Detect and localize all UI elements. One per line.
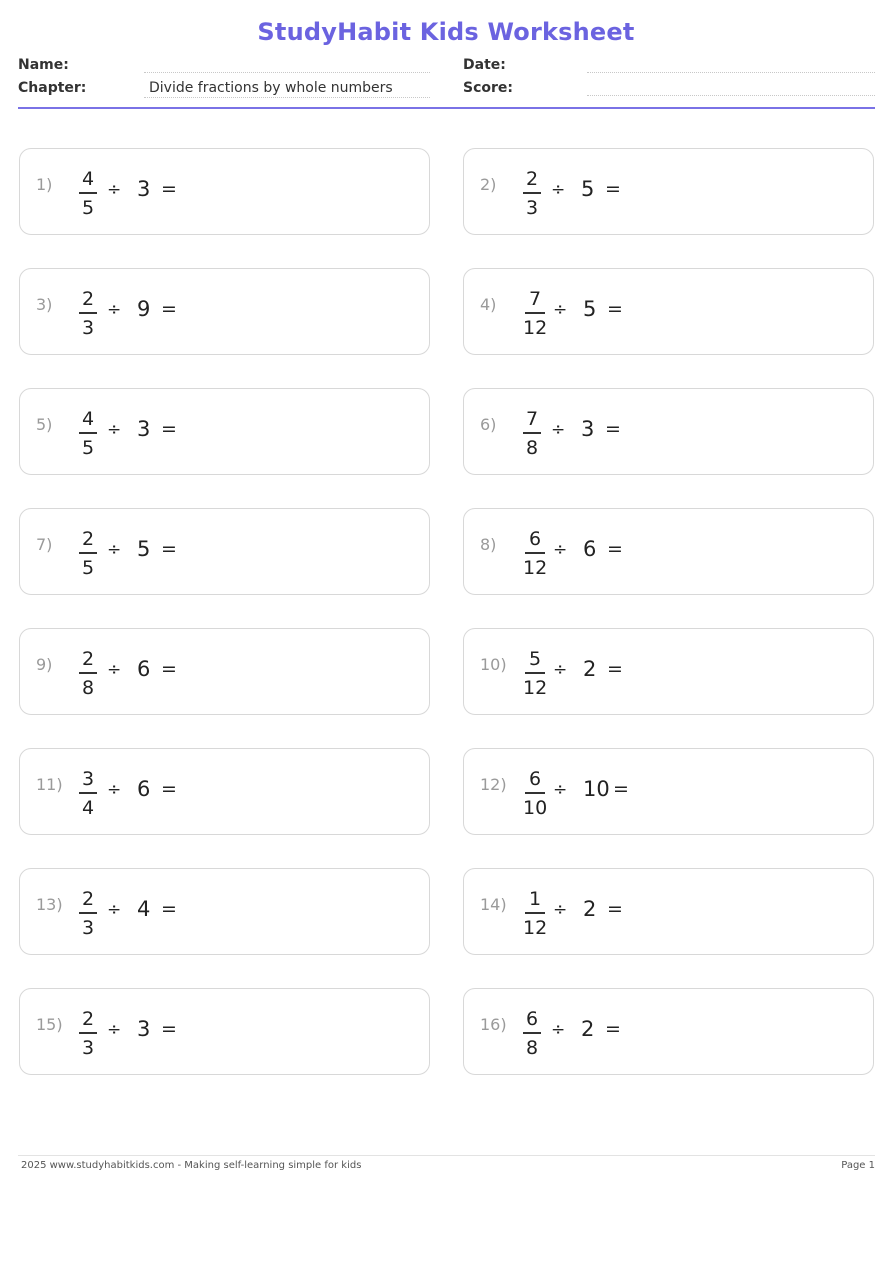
equals-sign: = [605, 178, 621, 200]
problem-card[interactable] [463, 148, 874, 235]
equals-sign: = [607, 658, 623, 680]
chapter-label: Chapter: [18, 80, 87, 96]
fraction [523, 647, 547, 700]
divide-sign: ÷ [551, 1020, 566, 1040]
answer-space[interactable] [187, 649, 387, 695]
divide-sign: ÷ [553, 540, 568, 560]
divisor: 5 [581, 177, 595, 201]
answer-space[interactable] [633, 889, 833, 935]
denominator: 5 [81, 556, 95, 579]
equals-sign: = [161, 778, 177, 800]
divide-sign: ÷ [107, 780, 122, 800]
divisor: 5 [137, 537, 151, 561]
divisor: 3 [581, 417, 595, 441]
numerator: 2 [81, 888, 95, 910]
denominator: 8 [81, 676, 95, 699]
answer-space[interactable] [187, 1009, 387, 1055]
header-divider [18, 107, 875, 109]
date-label: Date: [463, 57, 506, 73]
denominator: 4 [81, 796, 95, 819]
equals-sign: = [161, 298, 177, 320]
fraction-bar [523, 432, 541, 434]
denominator: 12 [523, 316, 548, 339]
divide-sign: ÷ [551, 420, 566, 440]
fraction [77, 287, 99, 340]
fraction [77, 167, 99, 220]
fraction [77, 767, 99, 820]
problem-card[interactable] [463, 388, 874, 475]
name-label: Name: [18, 57, 69, 73]
problem-card[interactable] [19, 628, 430, 715]
denominator: 3 [81, 1036, 95, 1059]
problem-number: 3) [36, 295, 53, 314]
answer-space[interactable] [187, 889, 387, 935]
divisor: 4 [137, 897, 151, 921]
numerator: 4 [81, 408, 95, 430]
fraction-bar [525, 312, 545, 314]
answer-space[interactable] [187, 529, 387, 575]
divide-sign: ÷ [553, 780, 568, 800]
answer-space[interactable] [631, 169, 831, 215]
denominator: 10 [523, 796, 548, 819]
denominator: 3 [81, 316, 95, 339]
fraction-bar [79, 672, 97, 674]
denominator: 3 [81, 916, 95, 939]
score-label: Score: [463, 80, 513, 96]
numerator: 6 [525, 1008, 539, 1030]
divisor: 6 [137, 777, 151, 801]
divide-sign: ÷ [553, 300, 568, 320]
fraction-bar [79, 912, 97, 914]
problem-card[interactable] [463, 988, 874, 1075]
problem-number: 11) [36, 775, 63, 794]
fraction-bar [79, 1032, 97, 1034]
chapter-field-line [144, 97, 430, 98]
fraction-bar [79, 192, 97, 194]
problem-card[interactable] [463, 508, 874, 595]
problem-card[interactable] [19, 508, 430, 595]
divide-sign: ÷ [107, 180, 122, 200]
divide-sign: ÷ [107, 300, 122, 320]
problem-number: 10) [480, 655, 507, 674]
fraction [77, 1007, 99, 1060]
numerator: 4 [81, 168, 95, 190]
divisor: 10 [583, 777, 610, 801]
numerator: 1 [528, 888, 542, 910]
fraction [523, 287, 547, 340]
answer-space[interactable] [631, 409, 831, 455]
numerator: 2 [81, 288, 95, 310]
problem-number: 15) [36, 1015, 63, 1034]
fraction [77, 527, 99, 580]
numerator: 2 [81, 1008, 95, 1030]
denominator: 5 [81, 196, 95, 219]
date-field[interactable] [587, 72, 875, 73]
answer-space[interactable] [187, 769, 387, 815]
answer-space[interactable] [633, 769, 833, 815]
answer-space[interactable] [187, 169, 387, 215]
denominator: 12 [523, 676, 548, 699]
problem-number: 9) [36, 655, 53, 674]
problem-number: 14) [480, 895, 507, 914]
numerator: 7 [525, 408, 539, 430]
problem-card[interactable] [19, 388, 430, 475]
fraction-bar [79, 432, 97, 434]
fraction-bar [523, 1032, 541, 1034]
problem-number: 13) [36, 895, 63, 914]
divisor: 3 [137, 1017, 151, 1041]
fraction-bar [525, 792, 545, 794]
problem-number: 2) [480, 175, 497, 194]
divisor: 9 [137, 297, 151, 321]
answer-space[interactable] [631, 1009, 831, 1055]
numerator: 2 [525, 168, 539, 190]
fraction [77, 887, 99, 940]
equals-sign: = [161, 898, 177, 920]
fraction [523, 887, 547, 940]
problem-card[interactable] [19, 748, 430, 835]
divisor: 6 [137, 657, 151, 681]
divide-sign: ÷ [107, 900, 122, 920]
fraction-bar [525, 912, 545, 914]
fraction [523, 527, 547, 580]
equals-sign: = [161, 1018, 177, 1040]
problem-number: 1) [36, 175, 53, 194]
numerator: 5 [528, 648, 542, 670]
problem-card[interactable] [19, 868, 430, 955]
fraction-bar [79, 792, 97, 794]
name-field[interactable] [144, 72, 430, 73]
worksheet-title: StudyHabit Kids Worksheet [257, 18, 635, 46]
problem-card[interactable] [19, 988, 430, 1075]
divisor: 3 [137, 177, 151, 201]
denominator: 12 [523, 556, 548, 579]
divisor: 5 [583, 297, 597, 321]
problem-card[interactable] [463, 628, 874, 715]
fraction-bar [525, 552, 545, 554]
divide-sign: ÷ [551, 180, 566, 200]
score-field[interactable] [587, 95, 875, 96]
footer-divider [18, 1155, 875, 1156]
answer-space[interactable] [187, 289, 387, 335]
fraction [77, 407, 99, 460]
numerator: 3 [81, 768, 95, 790]
numerator: 6 [528, 768, 542, 790]
numerator: 2 [81, 648, 95, 670]
fraction [521, 407, 543, 460]
fraction [77, 647, 99, 700]
equals-sign: = [161, 178, 177, 200]
fraction-bar [525, 672, 545, 674]
footer-credit: 2025 www.studyhabitkids.com - Making self-learning simple for kids [21, 1160, 362, 1171]
divisor: 2 [583, 897, 597, 921]
divide-sign: ÷ [107, 660, 122, 680]
fraction-bar [79, 312, 97, 314]
equals-sign: = [161, 418, 177, 440]
denominator: 8 [525, 1036, 539, 1059]
fraction [521, 1007, 543, 1060]
fraction [521, 167, 543, 220]
divisor: 2 [583, 657, 597, 681]
divisor: 2 [581, 1017, 595, 1041]
equals-sign: = [605, 1018, 621, 1040]
denominator: 8 [525, 436, 539, 459]
divide-sign: ÷ [107, 1020, 122, 1040]
fraction [523, 767, 547, 820]
page-number: Page 1 [841, 1160, 875, 1171]
problem-card[interactable] [463, 748, 874, 835]
divisor: 3 [137, 417, 151, 441]
denominator: 12 [523, 916, 548, 939]
answer-space[interactable] [633, 649, 833, 695]
problem-number: 6) [480, 415, 497, 434]
numerator: 7 [528, 288, 542, 310]
answer-space[interactable] [633, 289, 833, 335]
equals-sign: = [161, 538, 177, 560]
problem-number: 16) [480, 1015, 507, 1034]
denominator: 3 [525, 196, 539, 219]
equals-sign: = [607, 298, 623, 320]
equals-sign: = [607, 538, 623, 560]
fraction-bar [523, 192, 541, 194]
problem-card[interactable] [19, 268, 430, 355]
numerator: 6 [528, 528, 542, 550]
divide-sign: ÷ [553, 660, 568, 680]
divisor: 6 [583, 537, 597, 561]
problem-number: 7) [36, 535, 53, 554]
problem-card[interactable] [19, 148, 430, 235]
problem-card[interactable] [463, 268, 874, 355]
problem-number: 5) [36, 415, 53, 434]
equals-sign: = [605, 418, 621, 440]
divide-sign: ÷ [107, 540, 122, 560]
divide-sign: ÷ [553, 900, 568, 920]
equals-sign: = [607, 898, 623, 920]
fraction-bar [79, 552, 97, 554]
equals-sign: = [613, 778, 629, 800]
answer-space[interactable] [187, 409, 387, 455]
answer-space[interactable] [633, 529, 833, 575]
denominator: 5 [81, 436, 95, 459]
chapter-value: Divide fractions by whole numbers [149, 80, 393, 96]
equals-sign: = [161, 658, 177, 680]
problem-number: 12) [480, 775, 507, 794]
problem-number: 8) [480, 535, 497, 554]
problem-card[interactable] [463, 868, 874, 955]
divide-sign: ÷ [107, 420, 122, 440]
numerator: 2 [81, 528, 95, 550]
problem-number: 4) [480, 295, 497, 314]
